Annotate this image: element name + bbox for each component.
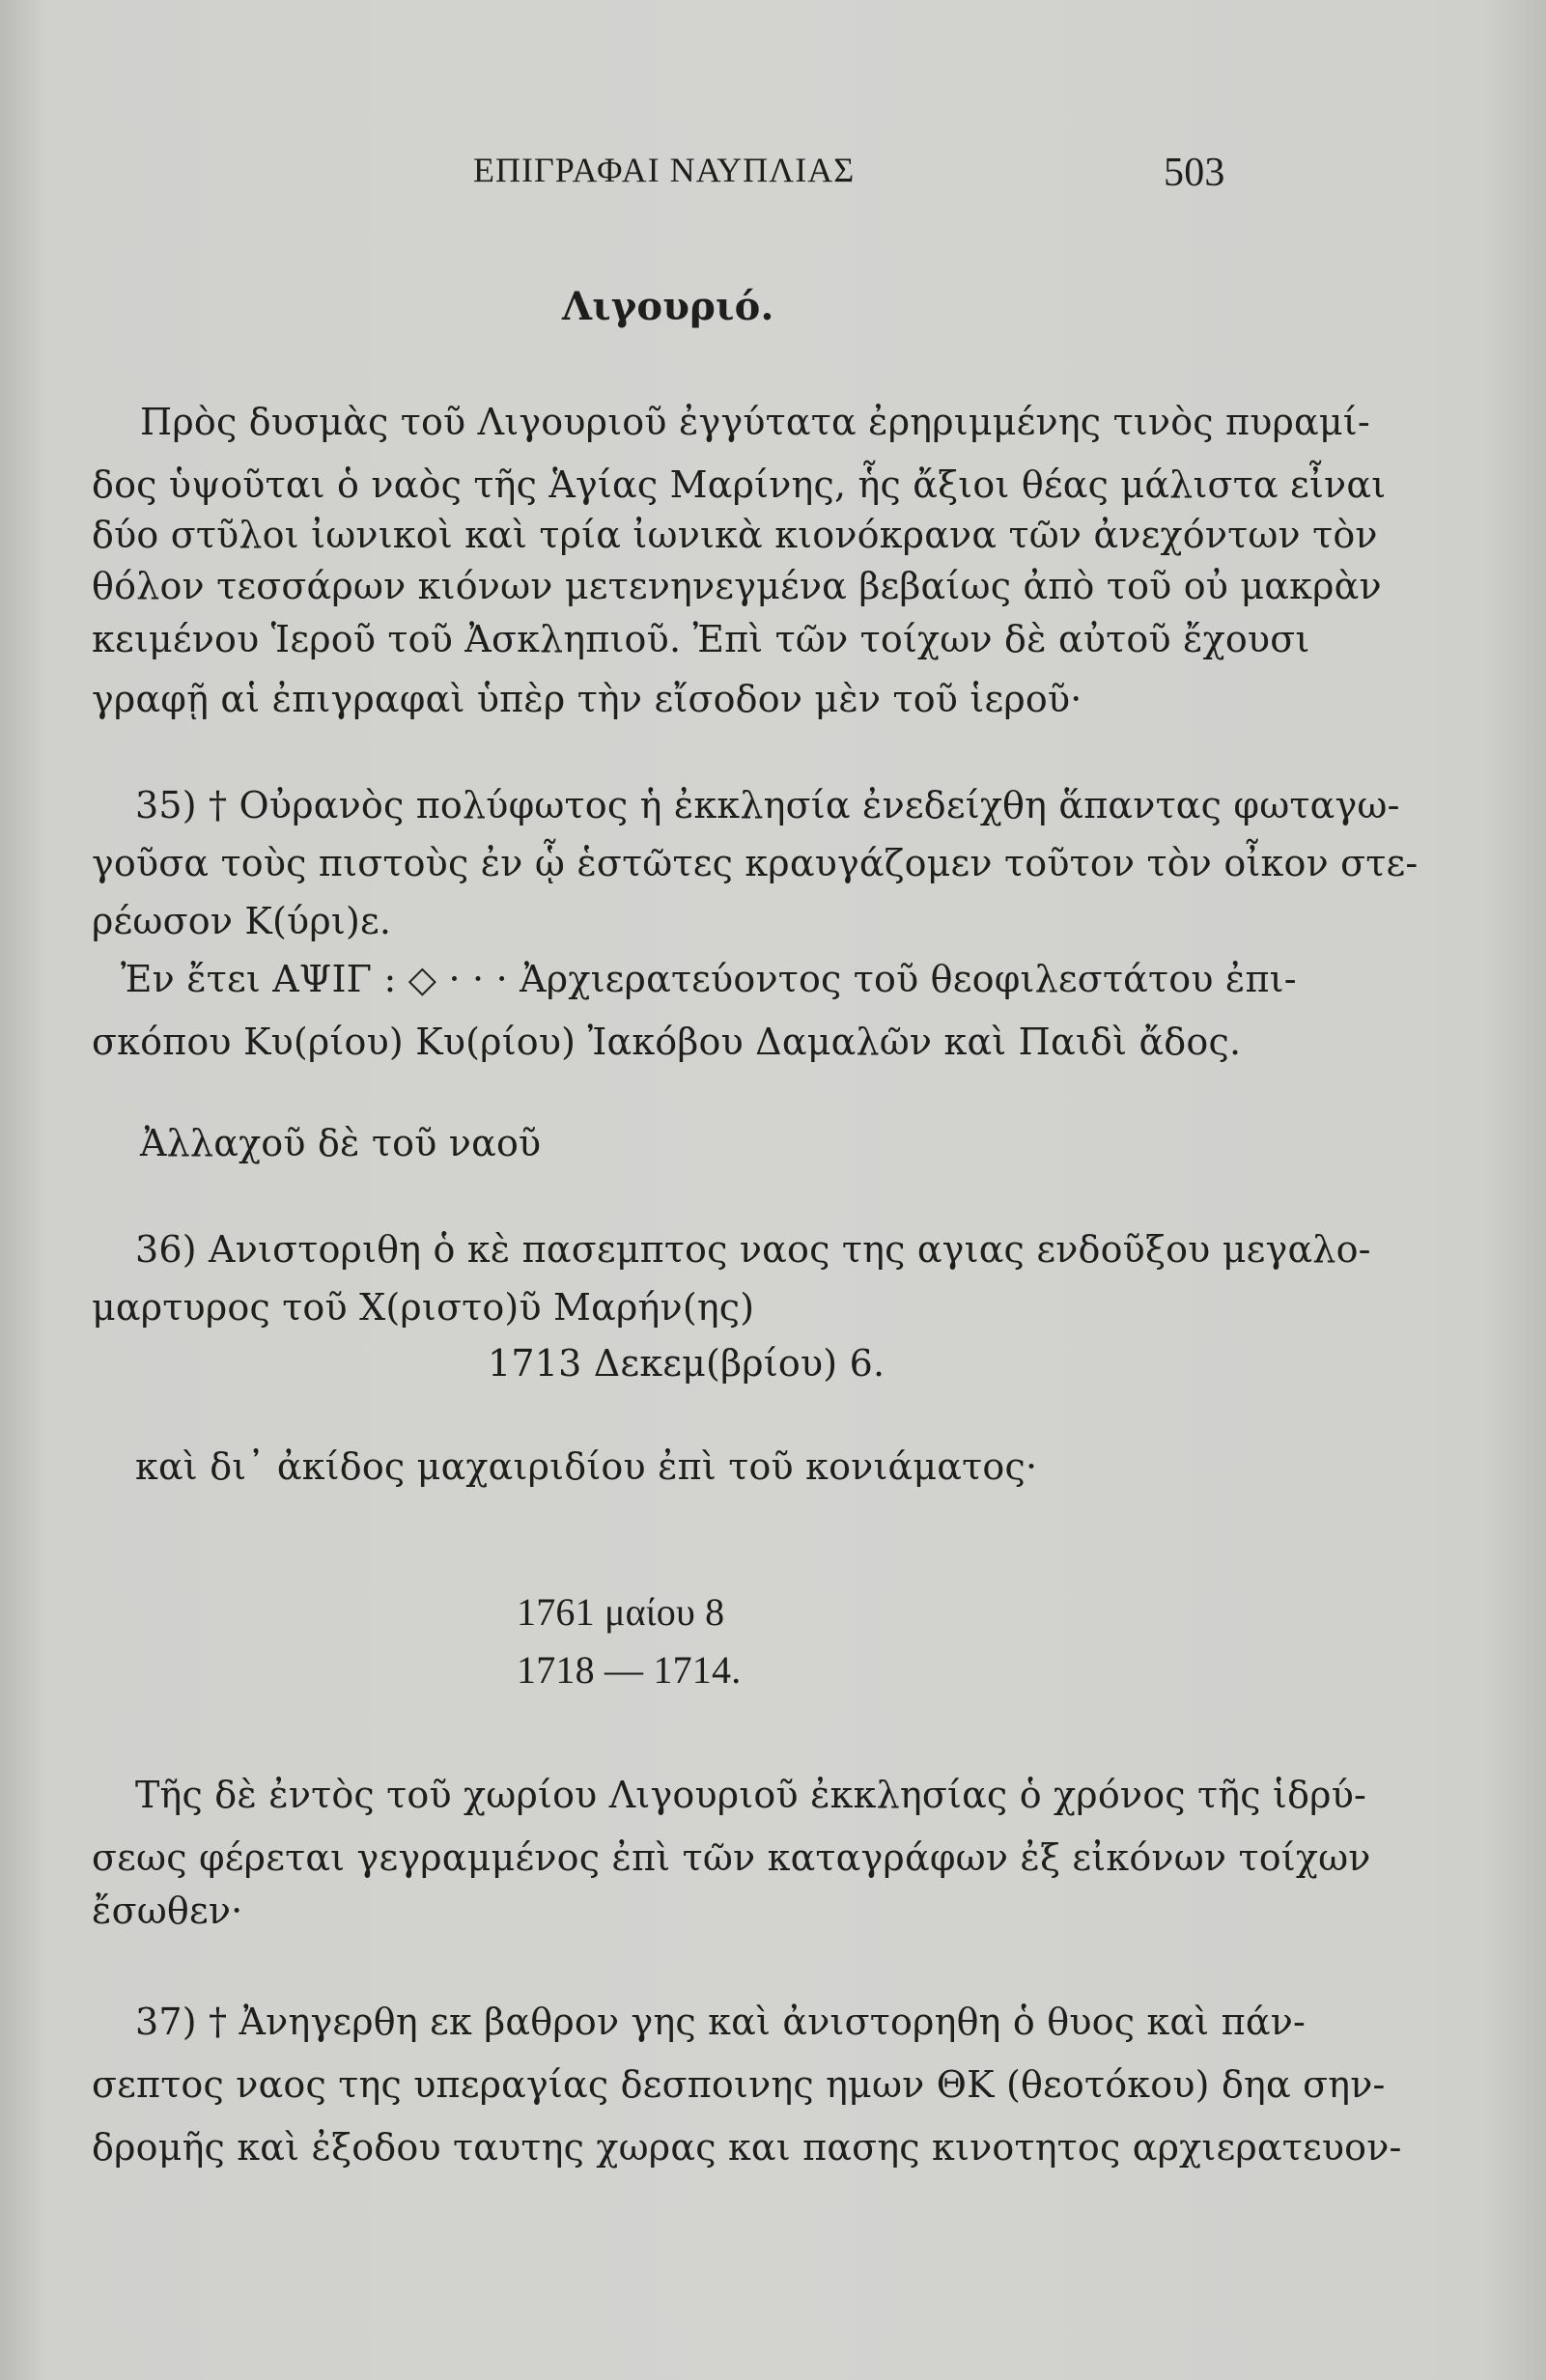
intro-line: δος ὑψοῦται ὁ ναὸς τῆς Ἁγίας Μαρίνης, ἧς ἄξιοι θέας μάλιστα εἶναι — [92, 463, 1387, 506]
intro-line: γραφῇ αἱ ἐπιγραφαὶ ὑπὲρ τὴν εἴσοδον μὲν τοῦ ἱεροῦ· — [92, 678, 1082, 720]
intro-line: Πρὸς δυσμὰς τοῦ Λιγουριοῦ ἐγγύτατα ἐρηριμμένης τινὸς πυραμί- — [140, 401, 1370, 443]
page-number: 503 — [1164, 151, 1225, 195]
inscription-line: γοῦσα τοὺς πιστοὺς ἐν ᾧ ἑστῶτες κραυγάζομεν τοῦτον τὸν οἶκον στε- — [92, 842, 1419, 884]
date-line: 1761 μαίου 8 — [517, 1590, 725, 1634]
inscription-line: Ἐν ἔτει ΑΨΙΓ : ◇ · · · Ἀρχιερατεύοντος τοῦ θεοφιλεστάτου ἐπι- — [121, 958, 1297, 1000]
inscription-line: 37) † Ἀνηγερθη εκ βαθρον γης καὶ ἀνιστορηθη ὁ θυος καὶ πάν- — [135, 2001, 1307, 2043]
intro-line: θόλον τεσσάρων κιόνων μετενηνεγμένα βεβαίως ἀπὸ τοῦ οὐ μακρὰν — [92, 565, 1382, 607]
knife-note: καὶ δι᾽ ἀκίδος μαχαιριδίου ἐπὶ τοῦ κονιάματος· — [135, 1445, 1038, 1488]
paragraph-line: ἔσωθεν· — [92, 1890, 243, 1932]
inscription-line: μαρτυρος τοῦ Χ(ριστο)ῦ Μαρήν(ης) — [92, 1286, 755, 1329]
inscription-date: 1713 Δεκεμ(βρίου) 6. — [488, 1342, 885, 1385]
intro-line: κειμένου Ἱεροῦ τοῦ Ἀσκληπιοῦ. Ἐπὶ τῶν τοίχων δὲ αὐτοῦ ἔχουσι — [92, 618, 1310, 660]
inscription-line: 35) † Οὐρανὸς πολύφωτος ἡ ἐκκλησία ἐνεδείχθη ἅπαντας φωταγω- — [135, 784, 1400, 826]
paragraph-line: Τῆς δὲ ἐντὸς τοῦ χωρίου Λιγουριοῦ ἐκκλησίας ὁ χρόνος τῆς ἱδρύ- — [135, 1774, 1367, 1816]
section-title: Λιγουριό. — [562, 284, 774, 329]
inscription-line: 36) Ανιστοριθη ὁ κὲ πασεμπτος ναος της αγιας ενδοῦξου μεγαλο- — [135, 1228, 1371, 1271]
inscription-line: σκόπου Κυ(ρίου) Κυ(ρίου) Ἰακόβου Δαμαλῶν καὶ Παιδὶ ἄδος. — [92, 1021, 1242, 1063]
inscription-line: ρέωσον Κ(ύρι)ε. — [92, 900, 392, 942]
running-title: ΕΠΙΓΡΑΦΑΙ ΝΑΥΠΛΙΑΣ — [473, 151, 856, 189]
inscription-line: δρομῆς καὶ ἐξοδου ταυτης χωρας και πασης κινοτητος αρχιερατευον- — [92, 2126, 1402, 2169]
date-line: 1718 — 1714. — [517, 1648, 742, 1692]
paragraph-line: σεως φέρεται γεγραμμένος ἐπὶ τῶν καταγράφων ἐξ εἰκόνων τοίχων — [92, 1836, 1371, 1879]
elsewhere-label: Ἀλλαχοῦ δὲ τοῦ ναοῦ — [140, 1122, 542, 1164]
inscription-line: σεπτος ναος της υπεραγίας δεσποινης ημων ΘΚ (θεοτόκου) δηα σην- — [92, 2063, 1386, 2106]
intro-line: δύο στῦλοι ἰωνικοὶ καὶ τρία ἰωνικὰ κιονόκρανα τῶν ἀνεχόντων τὸν — [92, 514, 1378, 556]
